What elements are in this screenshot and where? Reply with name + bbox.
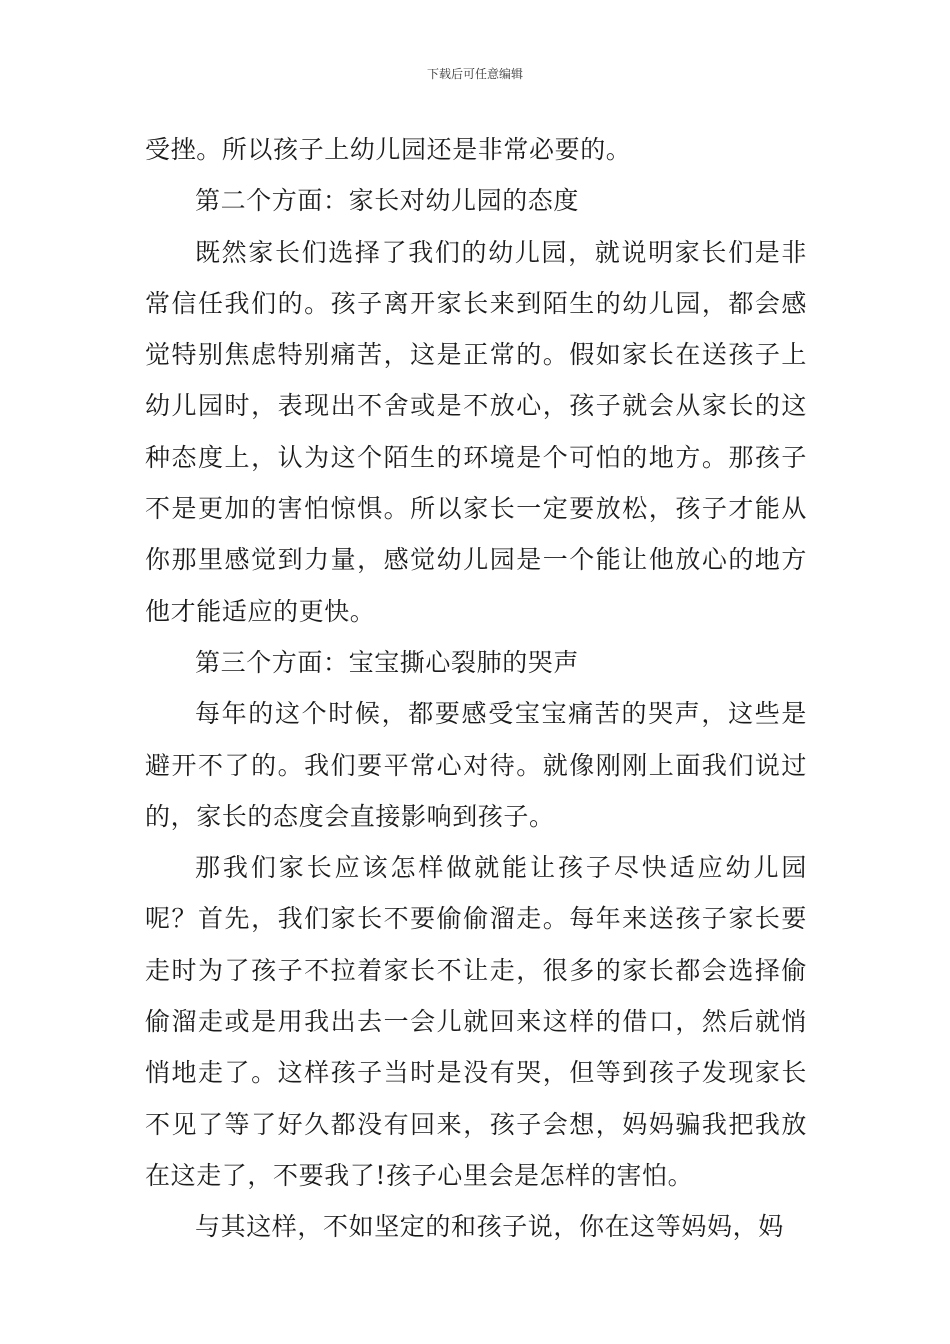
document-body: [145, 124, 807, 1253]
page-header-note: 下载后可任意编辑: [426, 67, 523, 81]
paragraph-5: 每年的这个时候，都要感受宝宝痛苦的哭声，这些是避开不了的。我们要平常心对待。就像刚刚上面我们说过的，家长的态度会直接影响到孩子。: [145, 699, 807, 831]
paragraph-6: 那我们家长应该怎样做就能让孩子尽快适应幼儿园呢？首先，我们家长不要偷偷溜走。每年来送孩子家长要走时为了孩子不拉着家长不让走，很多的家长都会选择偷偷溜走或是用我出去一会儿就回来这样的借口，然后就悄悄地走了。这样孩子当时是没有哭，但等到孩子发现家长不见了等了好久都没有回来，孩子会想，妈妈骗我把我放在这走了，不要我了!孩子心里会是怎样的害怕。: [145, 853, 807, 1190]
paragraph-3: 既然家长们选择了我们的幼儿园，就说明家长们是非常信任我们的。孩子离开家长来到陌生的幼儿园，都会感觉特别焦虑特别痛苦，这是正常的。假如家长在送孩子上幼儿园时，表现出不舍或是不放心，孩子就会从家长的这种态度上，认为这个陌生的环境是个可怕的地方。那孩子不是更加的害怕惊惧。所以家长一定要放松，孩子才能从你那里感觉到力量，感觉幼儿园是一个能让他放心的地方他才能适应的更快。: [145, 237, 807, 626]
paragraph-7: 与其这样，不如坚定的和孩子说，你在这等妈妈，妈: [195, 1212, 784, 1242]
section-heading-3: 第三个方面：宝宝撕心裂肺的哭声: [195, 647, 580, 677]
paragraph-1: 受挫。所以孩子上幼儿园还是非常必要的。: [145, 135, 632, 164]
section-heading-2: 第二个方面：家长对幼儿园的态度: [195, 186, 580, 216]
